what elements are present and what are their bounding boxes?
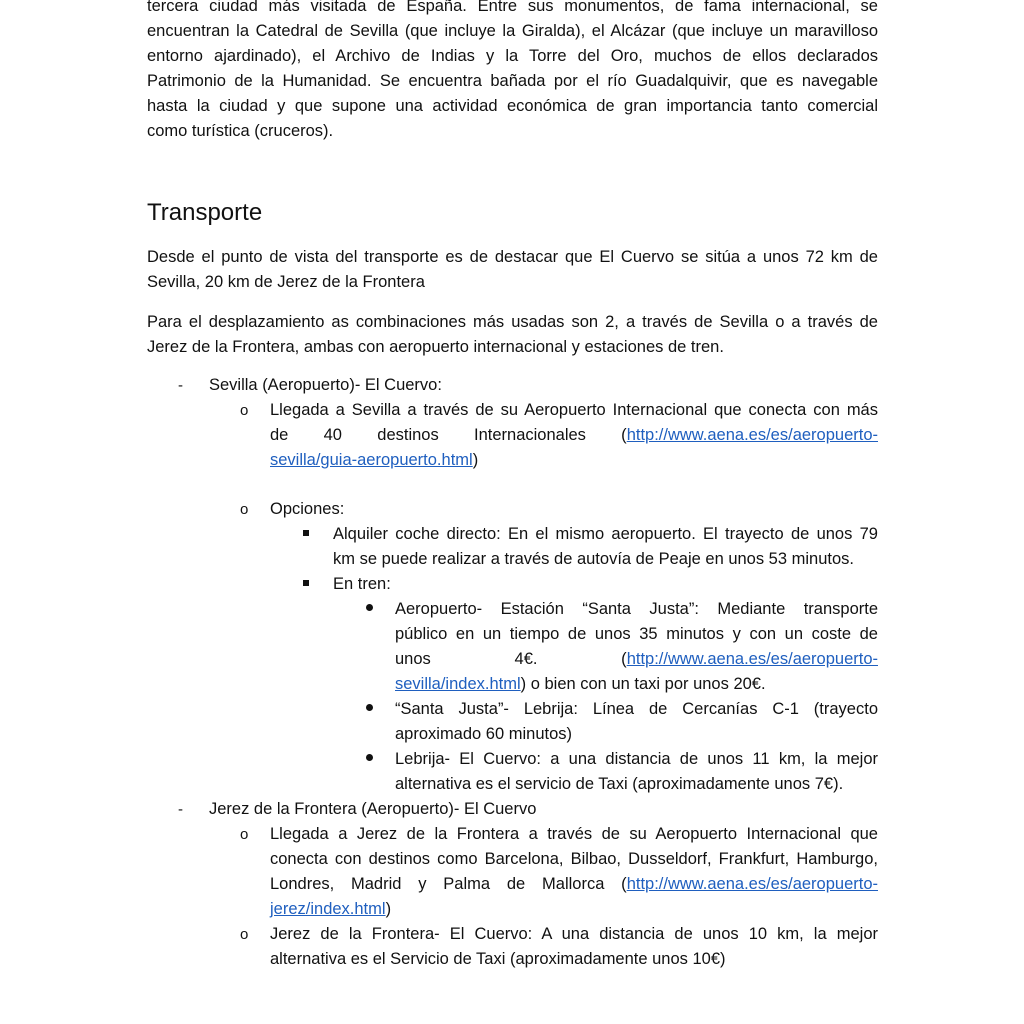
list-line: público en un tiempo de unos 35 minutos y con un coste de bbox=[395, 625, 878, 643]
round-bullet-icon bbox=[366, 604, 373, 611]
round-bullet-icon bbox=[366, 704, 373, 711]
list-line bbox=[395, 672, 878, 697]
square-bullet-icon bbox=[303, 530, 309, 536]
intro-line: Patrimonio de la Humanidad. Se encuentra bañada por el río Guadalquivir, que es navegable bbox=[147, 72, 878, 90]
paragraph-line: Desde el punto de vista del transporte es de destacar que El Cuervo se sitúa a unos 72 km de bbox=[147, 248, 878, 266]
circle-marker: o bbox=[240, 501, 249, 518]
list-line-text: ) o bien con un taxi por unos 20€. bbox=[520, 675, 766, 693]
list-line-text: ) bbox=[385, 900, 392, 918]
circle-marker: o bbox=[240, 926, 249, 943]
list-line bbox=[270, 423, 878, 448]
jerez-arrival-item bbox=[240, 822, 878, 922]
aena-sevilla-index-link[interactable]: http://www.aena.es/es/aeropuerto- bbox=[626, 650, 878, 668]
intro-line: encuentran la Catedral de Sevilla (que incluye la Giralda), el Alcázar (que incluye un maravilloso bbox=[147, 22, 878, 40]
circle-marker: o bbox=[240, 826, 249, 843]
list-line bbox=[395, 647, 878, 672]
list-line: Llegada a Sevilla a través de su Aeropuerto Internacional que conecta con más bbox=[270, 401, 878, 419]
list-line bbox=[270, 448, 878, 473]
paragraph-line: Jerez de la Frontera, ambas con aeropuerto internacional y estaciones de tren. bbox=[147, 338, 724, 356]
list-line: Llegada a Jerez de la Frontera a través de su Aeropuerto Internacional que bbox=[270, 825, 878, 843]
aena-sevilla-index-link[interactable]: sevilla/index.html bbox=[395, 675, 521, 693]
route-jerez-title: Jerez de la Frontera (Aeropuerto)- El Cuervo bbox=[209, 800, 537, 818]
square-bullet-icon bbox=[303, 580, 309, 586]
paragraph-line: Sevilla, 20 km de Jerez de la Frontera bbox=[147, 273, 425, 291]
list-line-text: Londres, Madrid y Palma de Mallorca ( bbox=[270, 875, 627, 893]
intro-line: tercera ciudad más visitada de España. Entre sus monumentos, de fama internacional, se bbox=[147, 0, 878, 15]
round-bullet-icon bbox=[366, 754, 373, 761]
intro-paragraph bbox=[147, 0, 878, 144]
section-heading: Transporte bbox=[147, 199, 263, 226]
aena-sevilla-guide-link[interactable]: sevilla/guia-aeropuerto.html bbox=[270, 451, 473, 469]
list-line: “Santa Justa”- Lebrija: Línea de Cercanías C-1 (trayecto bbox=[395, 700, 878, 718]
aena-jerez-link[interactable]: http://www.aena.es/es/aeropuerto- bbox=[626, 875, 878, 893]
route-sevilla-item bbox=[178, 373, 878, 398]
transport-paragraph-2 bbox=[147, 310, 878, 360]
sevilla-arrival-item bbox=[240, 398, 878, 473]
train-step-santa-justa-lebrija bbox=[366, 697, 878, 747]
list-line: Aeropuerto- Estación “Santa Justa”: Mediante transporte bbox=[395, 600, 878, 618]
sevilla-options-item bbox=[240, 497, 878, 522]
list-line: Alquiler coche directo: En el mismo aeropuerto. El trayecto de unos 79 bbox=[333, 525, 878, 543]
route-jerez-item bbox=[178, 797, 878, 822]
train-label: En tren: bbox=[333, 575, 391, 593]
list-line: alternativa es el servicio de Taxi (aproximadamente unos 7€). bbox=[395, 775, 844, 793]
aena-jerez-link[interactable]: jerez/index.html bbox=[270, 900, 386, 918]
list-line bbox=[270, 872, 878, 897]
list-line: conecta con destinos como Barcelona, Bilbao, Dusseldorf, Frankfurt, Hamburgo, bbox=[270, 850, 878, 868]
options-label: Opciones: bbox=[270, 500, 345, 518]
transport-paragraph-1 bbox=[147, 245, 878, 295]
list-line-text: ) bbox=[472, 451, 479, 469]
list-line bbox=[270, 897, 878, 922]
list-line-text: unos 4€. ( bbox=[395, 650, 627, 668]
list-line: km se puede realizar a través de autovía de Peaje en unos 53 minutos. bbox=[333, 550, 854, 568]
car-option-item bbox=[303, 522, 878, 572]
route-sevilla-title: Sevilla (Aeropuerto)- El Cuervo: bbox=[209, 376, 442, 394]
jerez-taxi-item bbox=[240, 922, 878, 972]
list-line-text: de 40 destinos Internacionales ( bbox=[270, 426, 627, 444]
intro-line: como turística (cruceros). bbox=[147, 122, 334, 140]
list-line: aproximado 60 minutos) bbox=[395, 725, 573, 743]
list-line: Jerez de la Frontera- El Cuervo: A una distancia de unos 10 km, la mejor bbox=[270, 925, 878, 943]
train-step-lebrija-el-cuervo bbox=[366, 747, 878, 797]
train-option-item bbox=[303, 572, 878, 597]
dash-marker: - bbox=[178, 377, 183, 394]
train-step-airport-santa-justa bbox=[366, 597, 878, 697]
list-line: alternativa es el Servicio de Taxi (aproximadamente unos 10€) bbox=[270, 950, 726, 968]
intro-line: entorno ajardinado), el Archivo de Indias y la Torre del Oro, muchos de ellos declarados bbox=[147, 47, 878, 65]
intro-line: hasta la ciudad y que supone una actividad económica de gran importancia tanto comercial bbox=[147, 97, 878, 115]
circle-marker: o bbox=[240, 402, 249, 419]
aena-sevilla-guide-link[interactable]: http://www.aena.es/es/aeropuerto- bbox=[626, 426, 878, 444]
list-line: Lebrija- El Cuervo: a una distancia de unos 11 km, la mejor bbox=[395, 750, 878, 768]
paragraph-line: Para el desplazamiento as combinaciones más usadas son 2, a través de Sevilla o a través de bbox=[147, 313, 878, 331]
dash-marker: - bbox=[178, 801, 183, 818]
